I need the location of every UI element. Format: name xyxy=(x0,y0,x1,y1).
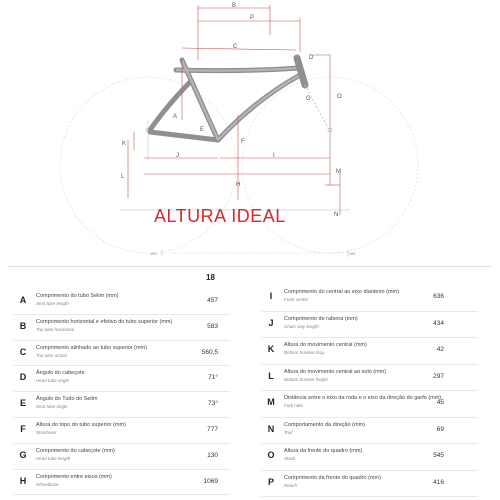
row-label: Altura da frente do quadro (mm) xyxy=(284,448,363,454)
row-label: Altura do movimento central (mm) xyxy=(284,342,367,348)
table-row xyxy=(262,443,478,471)
row-value: 457 xyxy=(207,297,218,304)
row-label-en: Head tube angle xyxy=(36,378,70,384)
row-label-en: Top tube actual xyxy=(36,352,67,358)
row-letter: H xyxy=(19,475,27,486)
row-letter: G xyxy=(19,449,27,460)
row-label-en: Wheelbase xyxy=(36,481,59,487)
dim-label-d: D xyxy=(309,55,314,61)
table-row xyxy=(262,364,478,392)
height-range-min: 160 xyxy=(150,251,157,256)
bike-frame xyxy=(150,60,300,140)
row-letter: I xyxy=(269,291,273,301)
fork-axis xyxy=(305,85,328,128)
dim-label-f: F xyxy=(241,139,245,145)
dim-label-c: C xyxy=(233,44,238,50)
row-label-en: Bottom bracket height xyxy=(284,376,328,382)
row-label-en: Reach xyxy=(284,482,298,488)
row-label-en: Seat tube length xyxy=(36,301,69,306)
row-letter: A xyxy=(19,295,27,305)
row-label: Comprimento de rabeira (mm) xyxy=(284,315,358,322)
row-letter: D xyxy=(19,372,27,383)
dim-label-g: G xyxy=(306,96,311,102)
row-label: Comprimento do cabeçote (mm) xyxy=(36,447,115,454)
row-value: 545 xyxy=(433,452,444,459)
dim-label-n: N xyxy=(334,212,339,218)
dim-label-j: J xyxy=(176,153,179,159)
row-label: Comprimento entre eixos (mm) xyxy=(36,473,112,480)
dim-label-h: H xyxy=(236,182,241,188)
row-value: 69 xyxy=(436,425,444,433)
row-value: 636 xyxy=(433,293,444,300)
row-letter: K xyxy=(267,344,275,354)
row-value: 777 xyxy=(207,426,218,433)
row-value: 560,5 xyxy=(201,348,218,356)
dim-label-e: E xyxy=(200,127,205,133)
row-letter: J xyxy=(268,317,274,328)
row-label-en: Bottom bracket drop xyxy=(284,350,325,355)
dim-label-p: P xyxy=(250,15,255,21)
height-range-max: 180 xyxy=(349,251,356,256)
row-label-en: Front center xyxy=(284,297,309,302)
dimension-lines xyxy=(128,5,340,215)
head-tube xyxy=(297,58,305,85)
row-label: Comprimento do tubo Selim (mm) xyxy=(36,293,119,299)
table-row xyxy=(14,443,230,470)
row-value: 73° xyxy=(208,400,218,408)
row-label: Altura do topo do tubo superior (mm) xyxy=(36,422,126,428)
row-letter: L xyxy=(268,370,274,381)
row-label: Ângulo do Tudo do Selim xyxy=(36,396,98,403)
table-row xyxy=(14,340,230,367)
dim-label-o: O xyxy=(337,94,342,100)
table-row xyxy=(14,469,230,496)
dim-label-k: K xyxy=(122,141,127,147)
table-row xyxy=(262,284,478,312)
row-value: 130 xyxy=(207,451,218,459)
row-value: 416 xyxy=(433,478,444,486)
table-row xyxy=(14,314,230,341)
dim-label-a: A xyxy=(173,114,178,120)
row-label-en: Fork rake xyxy=(284,403,304,408)
dimension-letters xyxy=(121,3,342,218)
row-letter: F xyxy=(20,424,26,434)
row-label-en: Trail xyxy=(284,429,293,435)
frame-size-header: 18 xyxy=(206,273,215,282)
row-letter: N xyxy=(267,423,275,434)
row-label: Ângulo do cabeçote xyxy=(36,370,85,377)
table-row xyxy=(14,365,230,392)
ideal-height-title: ALTURA IDEAL xyxy=(154,206,286,226)
row-value: 1069 xyxy=(203,477,218,485)
row-letter: O xyxy=(267,450,275,460)
row-letter: C xyxy=(19,346,27,357)
table-row xyxy=(262,390,478,418)
table-row xyxy=(262,311,478,339)
row-value: 297 xyxy=(433,372,444,380)
row-label: Comportamento da direção (mm) xyxy=(284,421,366,428)
row-label-en: Standover xyxy=(36,430,57,435)
row-letter: P xyxy=(267,476,274,487)
row-value: 71° xyxy=(208,374,218,382)
row-label-en: Seat tube angle xyxy=(36,404,68,410)
table-row xyxy=(14,288,230,315)
row-label: Altura do movimento central ao solo (mm) xyxy=(284,368,387,375)
dim-label-b: B xyxy=(232,3,237,9)
table-row xyxy=(262,417,478,445)
row-label: Comprimento alinhado ao tubo superior (mm) xyxy=(36,344,147,351)
row-label-en: Stack xyxy=(284,456,296,461)
axles xyxy=(146,128,332,132)
table-row xyxy=(262,470,478,498)
table-row xyxy=(14,391,230,418)
row-letter: E xyxy=(19,398,26,409)
row-label-en: Head tube length xyxy=(36,455,71,461)
row-label: Comprimento do central ao eixo dianteiro (mm) xyxy=(284,289,399,295)
row-label-en: Chain stay length xyxy=(284,323,319,329)
row-value: 434 xyxy=(433,319,444,327)
dim-label-m: M xyxy=(336,169,341,175)
dim-label-l: L xyxy=(121,174,125,180)
row-label: Distância entre o eixo da roda e o eixo da direção do garfo (mm) xyxy=(284,395,442,401)
row-letter: M xyxy=(267,397,275,407)
row-label: Comprimento da frente do quadro (mm) xyxy=(284,474,381,481)
table-row xyxy=(14,417,230,444)
row-letter: B xyxy=(19,320,27,331)
row-value: 45 xyxy=(436,399,444,406)
row-label: Comprimento horizontal e efetivo do tubo superior (mm) xyxy=(36,318,173,325)
row-label-en: Top tube horizontal xyxy=(36,326,75,332)
section-divider xyxy=(8,266,492,267)
table-row xyxy=(262,337,478,365)
row-value: 583 xyxy=(207,322,218,330)
dim-label-i: I xyxy=(273,153,275,159)
row-value: 42 xyxy=(436,346,444,353)
